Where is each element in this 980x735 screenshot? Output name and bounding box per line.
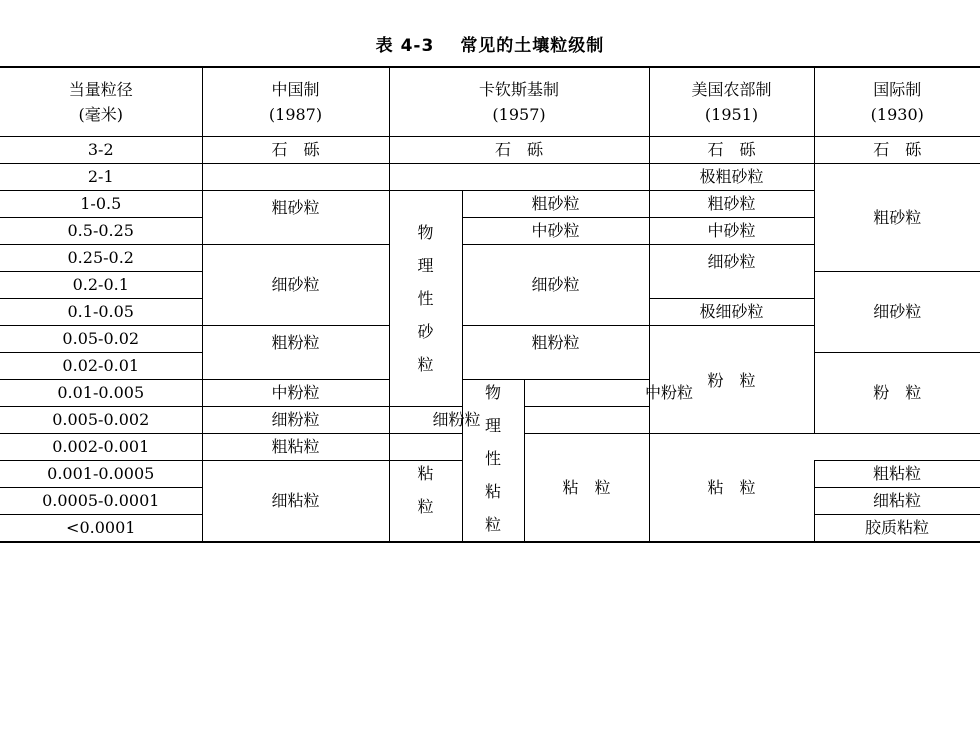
usda-coarse-sand: 粗砂粒 <box>649 191 814 218</box>
kachinsky-gravel: 石 砾 <box>389 137 649 164</box>
china-coarse-sand: 粗砂粒 <box>202 191 389 245</box>
kachinsky-physical-clay <box>462 380 524 543</box>
table-row <box>0 164 980 191</box>
usda-medium-sand: 中砂粒 <box>649 218 814 245</box>
diameter-cell: 3-2 <box>0 137 202 164</box>
intl-coarse-sand: 粗砂粒 <box>814 164 980 272</box>
header-diameter-unit: (毫米) <box>78 105 123 124</box>
china-coarse-clay: 粗粘粒 <box>202 434 389 461</box>
diameter-cell: 0.5-0.25 <box>0 218 202 245</box>
intl-fine-sand: 细砂粒 <box>814 272 980 353</box>
kachinsky-empty-cell <box>389 164 649 191</box>
table-title: 常见的土壤粒级制 <box>460 36 605 56</box>
usda-fine-sand: 细砂粒 <box>649 245 814 299</box>
china-gravel: 石 砾 <box>202 137 389 164</box>
diameter-cell: 0.02-0.01 <box>0 353 202 380</box>
header-china <box>202 67 389 137</box>
header-diameter <box>0 67 202 137</box>
usda-very-fine-sand: 极细砂粒 <box>649 299 814 326</box>
physical-clay-char: 性 <box>484 449 501 468</box>
diameter-cell: 0.01-0.005 <box>0 380 202 407</box>
kachinsky-empty-clay-cell <box>389 434 524 461</box>
header-intl <box>814 67 980 137</box>
physical-sand-char: 性 <box>417 288 434 308</box>
diameter-cell: 0.002-0.001 <box>0 434 202 461</box>
usda-gravel: 石 砾 <box>649 137 814 164</box>
clay-group-char: 粘 <box>417 464 434 483</box>
table-caption <box>0 31 980 56</box>
usda-clay: 粘 粒 <box>524 434 649 543</box>
china-fine-silt: 细粉粒 <box>202 407 389 434</box>
header-china-name: 中国制 <box>271 80 320 99</box>
diameter-cell: 0.1-0.05 <box>0 299 202 326</box>
physical-sand-char: 物 <box>417 222 434 242</box>
diameter-cell: 2-1 <box>0 164 202 191</box>
kachinsky-physical-sand <box>389 191 462 407</box>
diameter-cell: 0.005-0.002 <box>0 407 202 434</box>
physical-clay-char: 粘 <box>484 482 501 501</box>
diameter-cell: 1-0.5 <box>0 191 202 218</box>
kachinsky-fine-sand: 细砂粒 <box>462 245 649 326</box>
kachinsky-fine-silt: 细粉粒 <box>389 407 524 434</box>
header-kachinsky-year: (1957) <box>492 105 546 124</box>
header-intl-year: (1930) <box>870 105 924 124</box>
china-fine-clay: 细粘粒 <box>202 461 389 543</box>
header-usda <box>649 67 814 137</box>
diameter-cell: 0.05-0.02 <box>0 326 202 353</box>
kachinsky-coarse-sand: 粗砂粒 <box>462 191 649 218</box>
kachinsky-fine-clay: 细粘粒 <box>814 488 980 515</box>
physical-clay-char: 粒 <box>484 515 501 534</box>
header-intl-name: 国际制 <box>873 80 922 99</box>
header-usda-year: (1951) <box>704 105 759 124</box>
physical-sand-char: 粒 <box>417 354 434 374</box>
intl-clay: 粘 粒 <box>649 434 814 543</box>
physical-clay-char: 理 <box>484 416 501 435</box>
china-empty-cell <box>202 164 389 191</box>
table-number: 表 4-3 <box>375 36 435 56</box>
diameter-cell: <0.0001 <box>0 515 202 543</box>
kachinsky-medium-silt: 中粉粒 <box>524 380 814 407</box>
china-fine-sand: 细砂粒 <box>202 245 389 326</box>
usda-very-coarse-sand: 极粗砂粒 <box>649 164 814 191</box>
header-usda-name: 美国农部制 <box>691 80 772 99</box>
intl-silt: 粉 粒 <box>814 353 980 434</box>
header-row <box>0 67 980 137</box>
header-diameter-name: 当量粒径 <box>68 80 133 99</box>
china-medium-silt: 中粉粒 <box>202 380 389 407</box>
kachinsky-colloid-clay: 胶质粘粒 <box>814 515 980 543</box>
usda-silt: 粉 粒 <box>649 326 814 434</box>
physical-sand-char: 砂 <box>417 321 434 341</box>
diameter-cell: 0.2-0.1 <box>0 272 202 299</box>
diameter-cell: 0.001-0.0005 <box>0 461 202 488</box>
kachinsky-coarse-silt: 粗粉粒 <box>462 326 649 380</box>
physical-clay-char: 物 <box>484 383 501 402</box>
table-row <box>0 137 980 164</box>
physical-sand-char: 理 <box>417 255 434 275</box>
kachinsky-medium-sand: 中砂粒 <box>462 218 649 245</box>
clay-group-char: 粒 <box>417 497 434 516</box>
kachinsky-coarse-clay: 粗粘粒 <box>814 461 980 488</box>
intl-gravel: 石 砾 <box>814 137 980 164</box>
china-coarse-silt: 粗粉粒 <box>202 326 389 380</box>
diameter-cell: 0.25-0.2 <box>0 245 202 272</box>
header-kachinsky-name: 卡钦斯基制 <box>479 80 560 99</box>
soil-particle-grade-table <box>0 66 980 543</box>
kachinsky-clay-group <box>389 461 462 543</box>
header-kachinsky <box>389 67 649 137</box>
diameter-cell: 0.0005-0.0001 <box>0 488 202 515</box>
header-china-year: (1987) <box>268 105 323 124</box>
